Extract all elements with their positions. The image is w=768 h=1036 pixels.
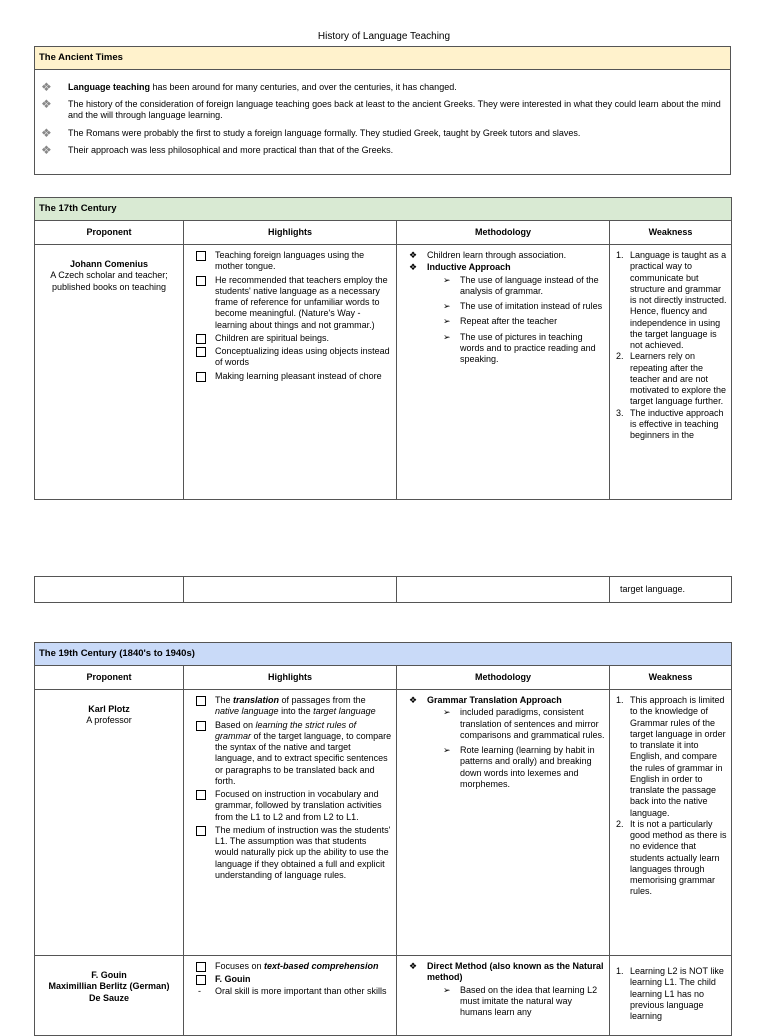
- diamond-bullet-icon: ❖: [409, 250, 418, 261]
- list-item: [37, 79, 726, 94]
- checkbox-icon: [196, 826, 206, 836]
- method-title: Inductive Approach: [427, 262, 511, 273]
- weakness-continuation: target language.: [610, 577, 732, 603]
- weakness-text: It is not a particularly good method as there is no evidence that students actually learn languages through memorising grammar rules.: [630, 818, 727, 897]
- section-heading: The 17th Century: [35, 198, 732, 221]
- method-subtext: The use of imitation instead of rules: [460, 301, 603, 312]
- list-item: [614, 250, 727, 351]
- method-subtext: included paradigms, consistent translation of sentences and mirror comparisons and grammatical rules.: [460, 707, 605, 740]
- emphasis: target language: [313, 706, 376, 717]
- highlight-text: Teaching foreign languages using the mother tongue.: [215, 250, 365, 272]
- section-heading: The 19th Century (1840's to 1940s): [35, 643, 732, 666]
- highlight-text: The medium of instruction was the students' L1. The assumption was that students would naturally pick up the ability to use the language if they obtained a full and explicit understanding of language rules.: [215, 824, 391, 880]
- diamond-bullet-icon: ❖: [41, 79, 52, 94]
- arrow-bullet-icon: ➢: [443, 301, 451, 312]
- emphasis: learning the strict rules of grammar: [215, 719, 357, 741]
- checkbox-icon: [196, 790, 206, 800]
- list-item: [188, 789, 392, 823]
- highlight-subtext: Oral skill is more important than other skills: [215, 985, 387, 996]
- diamond-bullet-icon: ❖: [409, 961, 418, 972]
- method-title: Direct Method (also known as the Natural method): [427, 961, 604, 983]
- list-item: [188, 961, 392, 972]
- arrow-bullet-icon: ➢: [443, 316, 451, 327]
- list-item: [188, 825, 392, 881]
- list-item: [401, 961, 605, 1018]
- list-item: [614, 695, 727, 819]
- methodology-cell: [397, 690, 610, 956]
- text: The: [215, 695, 234, 706]
- diamond-bullet-icon: ❖: [41, 97, 52, 112]
- list-item: [401, 250, 605, 261]
- list-item: [37, 125, 726, 140]
- list-item: [401, 745, 605, 790]
- weakness-text: Language is taught as a practical way to communicate but structure and grammar is not directly instructed. Hence, fluency and independence in using the target language is not achieved.: [630, 250, 727, 351]
- proponent-cell: [35, 690, 184, 956]
- dash-bullet: -: [198, 985, 201, 996]
- checkbox-icon: [196, 721, 206, 731]
- century-17-table: [34, 197, 732, 500]
- highlight-text: Focused on instruction in vocabulary and grammar, followed by translation activities from the L1 to L2 and from L2 to L1.: [215, 789, 382, 822]
- list-item: [614, 351, 727, 407]
- list-item: [37, 142, 726, 157]
- arrow-bullet-icon: ➢: [443, 745, 451, 756]
- method-subtext: Repeat after the teacher: [460, 316, 558, 327]
- diamond-bullet-icon: ❖: [409, 262, 418, 273]
- proponent-cell: [35, 245, 184, 500]
- weakness-text: Learners rely on repeating after the teacher and are not motivated to explore the target language further.: [630, 351, 727, 407]
- century-19-table: [34, 642, 732, 1036]
- list-item: [401, 985, 605, 1019]
- column-header-proponent: Proponent: [35, 220, 184, 244]
- list-item: [614, 966, 727, 1022]
- arrow-bullet-icon: ➢: [443, 707, 451, 718]
- method-subtext: Based on the idea that learning L2 must imitate the natural way humans learn any: [460, 984, 598, 1018]
- column-header-methodology: Methodology: [397, 220, 610, 244]
- list-item: [614, 819, 727, 898]
- empty-cell: [397, 577, 610, 603]
- bold-term: Language teaching: [68, 81, 151, 92]
- list-item: [401, 316, 605, 327]
- list-number: 2.: [616, 818, 624, 829]
- diamond-bullet-icon: ❖: [409, 695, 418, 706]
- bullet-text: has been around for many centuries, and over the centuries, it has changed.: [150, 81, 457, 92]
- list-item: [401, 707, 605, 741]
- highlight-text: Children are spiritual beings.: [215, 332, 330, 343]
- highlight-title: F. Gouin: [215, 974, 251, 985]
- text: Focuses on: [215, 961, 265, 972]
- ancient-times-table: [34, 46, 731, 175]
- checkbox-icon: [196, 276, 206, 286]
- weakness-text: Learning L2 is NOT like learning L1. The child learning L1 has no previous language learning: [630, 966, 724, 1022]
- list-number: 3.: [616, 407, 624, 418]
- list-item: [188, 720, 392, 788]
- list-item: [188, 346, 392, 369]
- column-header-weakness: Weakness: [610, 665, 732, 689]
- weakness-cell: [610, 690, 732, 956]
- checkbox-icon: [196, 975, 206, 985]
- bullet-text: The Romans were probably the first to study a foreign language formally. They studied Greek, taught by Greek tutors and slaves.: [68, 127, 581, 138]
- list-item: [37, 99, 726, 122]
- methodology-cell: [397, 245, 610, 500]
- arrow-bullet-icon: ➢: [443, 331, 451, 342]
- bullet-text: The history of the consideration of foreign language teaching goes back at least to the ancient Greeks. They were interested in what they could learn about the mind and the will through language learning.: [68, 99, 721, 121]
- text: Based on: [215, 719, 256, 730]
- emphasis: translation: [233, 695, 280, 706]
- highlight-text: He recommended that teachers employ the students' native language as a necessary frame of reference for unfamiliar words to become meaningful. (Nature's Way - learning about things and not grammar.): [215, 274, 388, 330]
- arrow-bullet-icon: ➢: [443, 984, 451, 995]
- section-heading: The Ancient Times: [35, 47, 731, 70]
- empty-cell: [184, 577, 397, 603]
- highlights-cell: [184, 690, 397, 956]
- weakness-text: This approach is limited to the knowledge of Grammar rules of the target language in order to translate it into English, and compare the rules of grammar in English in order to translate the passage back into the native language.: [630, 695, 726, 818]
- diamond-bullet-icon: ❖: [41, 125, 52, 140]
- highlight-text: Making learning pleasant instead of chore: [215, 370, 382, 381]
- list-item: [401, 262, 605, 365]
- checkbox-icon: [196, 347, 206, 357]
- text: of the target language, to compare the syntax of the native and target language, and to extract specific sentences or paragraphs to be translated back and forth.: [215, 730, 392, 786]
- list-item: [401, 695, 605, 790]
- text: into the: [278, 706, 314, 717]
- list-number: 1.: [616, 250, 624, 261]
- page-title: History of Language Teaching: [317, 31, 451, 42]
- list-item: [188, 333, 392, 344]
- emphasis: text-based comprehension: [264, 961, 379, 972]
- checkbox-icon: [196, 372, 206, 382]
- method-subtext: Rote learning (learning by habit in patterns and orally) and breaking down words into lexemes and morphemes.: [460, 745, 595, 789]
- text: of passages from the: [279, 695, 366, 706]
- checkbox-icon: [196, 696, 206, 706]
- column-header-proponent: Proponent: [35, 665, 184, 689]
- ancient-bullets-cell: [35, 69, 731, 174]
- method-title: Grammar Translation Approach: [427, 695, 562, 706]
- list-item: [188, 250, 392, 273]
- list-number: 2.: [616, 351, 624, 362]
- highlight-text: Conceptualizing ideas using objects instead of words: [215, 346, 390, 368]
- century-17-continuation-table: [34, 576, 732, 603]
- proponent-description: A Czech scholar and teacher; published books on teaching: [50, 270, 168, 292]
- empty-cell: [35, 577, 184, 603]
- method-subtext: The use of language instead of the analysis of grammar.: [460, 274, 599, 296]
- checkbox-icon: [196, 334, 206, 344]
- proponent-description: A professor: [86, 715, 132, 726]
- checkbox-icon: [196, 251, 206, 261]
- highlights-cell: [184, 245, 397, 500]
- proponent-name: Karl Plotz: [88, 704, 130, 715]
- list-item: [188, 371, 392, 382]
- proponent-name: De Sauze: [88, 992, 130, 1003]
- diamond-bullet-icon: ❖: [41, 142, 52, 157]
- column-header-highlights: Highlights: [184, 220, 397, 244]
- list-item: [188, 275, 392, 331]
- ancient-bullet-list: [37, 79, 726, 157]
- proponent-name: Johann Comenius: [69, 259, 148, 270]
- proponent-name: Maximillian Berlitz (German): [48, 981, 170, 992]
- list-number: 1.: [616, 695, 624, 706]
- method-text: Children learn through association.: [427, 250, 567, 261]
- method-subtext: The use of pictures in teaching words and to practice reading and speaking.: [460, 331, 596, 365]
- list-number: 1.: [616, 966, 624, 977]
- column-header-highlights: Highlights: [184, 665, 397, 689]
- column-header-methodology: Methodology: [397, 665, 610, 689]
- list-item: [401, 301, 605, 312]
- list-item: [401, 332, 605, 366]
- checkbox-icon: [196, 962, 206, 972]
- bullet-text: Their approach was less philosophical and more practical than that of the Greeks.: [68, 144, 394, 155]
- list-item: [614, 408, 727, 442]
- weakness-text: The inductive approach is effective in teaching beginners in the: [630, 407, 724, 441]
- list-item: [188, 974, 392, 997]
- column-header-weakness: Weakness: [610, 220, 732, 244]
- arrow-bullet-icon: ➢: [443, 274, 451, 285]
- list-item: [188, 695, 392, 718]
- list-item: [188, 986, 392, 997]
- emphasis: native language: [215, 706, 279, 717]
- weakness-cell: [610, 245, 732, 500]
- list-item: [401, 275, 605, 298]
- proponent-name: F. Gouin: [91, 970, 127, 981]
